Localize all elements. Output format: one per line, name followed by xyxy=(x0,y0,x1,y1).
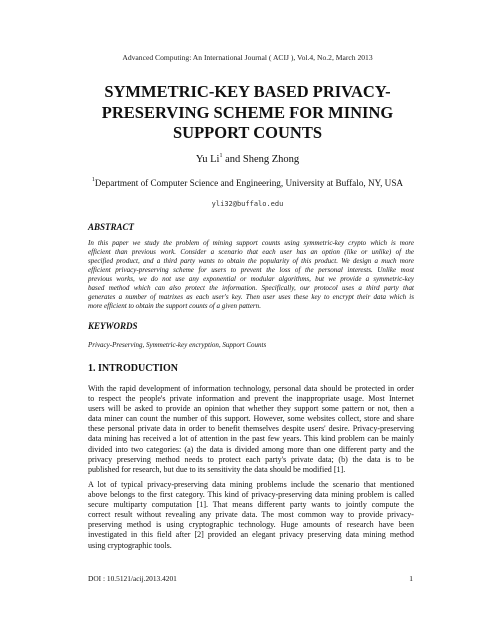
author-line xyxy=(0,154,495,165)
paper-title xyxy=(60,82,435,144)
abstract-text xyxy=(88,239,414,311)
paragraph-line: to respect the people's private information and prevent the inappropriate usage. Most Internet xyxy=(88,394,414,404)
paragraph-line: divided into two categories: (a) the data is divided among more than one different party and the xyxy=(88,444,414,454)
paragraph-line: preserving method is using cryptographic technology. Huge amounts of research have been xyxy=(88,520,414,530)
author-email: yli32@buffalo.edu xyxy=(211,200,284,208)
paragraph-line: A lot of typical privacy-preserving data mining problems include the scenario that mentioned xyxy=(88,480,414,489)
keywords-heading: KEYWORDS xyxy=(88,321,138,331)
paragraph-line: these personal private data in order to benefit themselves despite users' desire. Privacy-preserving xyxy=(88,424,414,434)
affiliation xyxy=(0,178,495,188)
paragraph-line: data miner can count the number of this support. However, some websites collect, store and share xyxy=(88,414,414,424)
paragraph-line: privacy preserving method needs to protect each party's private data; (b) the data is to be xyxy=(88,454,414,464)
title-line: SUPPORT COUNTS xyxy=(172,123,322,142)
abstract-line: previous works, we do not use any exponential or modular algorithms, but we provide a symmetric-key xyxy=(88,275,414,284)
paragraph-line: above belongs to the first category. This kind of privacy-preserving data mining problem is called xyxy=(88,490,414,500)
abstract-heading: ABSTRACT xyxy=(88,222,135,232)
author-rest: and Sheng Zhong xyxy=(222,154,300,165)
paragraph-line: investigated in this field after [2] provided an elegant privacy preserving data mining method xyxy=(88,530,414,540)
keywords-text: Privacy-Preserving, Symmetric-key encryption, Support Counts xyxy=(88,341,267,349)
paragraph-line: With the rapid development of information technology, personal data should be protected in order xyxy=(88,384,414,393)
affiliation-sup: 1 xyxy=(91,177,95,183)
paragraph-line: published for research, but due to its sensitivity the data should be modified [1]. xyxy=(88,464,346,474)
abstract-line: generates a number of matrixes as each user's key. Then user uses these key to encrypt their data which is xyxy=(88,293,414,302)
abstract-line: more efficient to obtain the support counts of a given pattern. xyxy=(88,302,261,311)
abstract-line: In this paper we study the problem of mining support counts using symmetric-key crypto which is more xyxy=(88,239,414,247)
section-heading-introduction: 1. INTRODUCTION xyxy=(88,363,179,374)
paragraph-line: secure multiparty computation [1]. That means different party wants to jointly compute the xyxy=(88,500,414,510)
journal-header: Advanced Computing: An International Journal ( ACIJ ), Vol.4, No.2, March 2013 xyxy=(122,53,373,62)
title-line: PRESERVING SCHEME FOR MINING xyxy=(101,102,394,122)
title-line: SYMMETRIC-KEY BASED PRIVACY- xyxy=(104,82,391,101)
author-first: Yu Li xyxy=(195,154,220,165)
abstract-line: efficient than previous work. Consider a scenario that each user has an option (like or unlike) of the xyxy=(88,248,414,257)
footer-doi: DOI : 10.5121/acij.2013.4201 xyxy=(88,574,177,583)
paragraph-line: users will be asked to provide an opinion that whether they support some pattern or not, then a xyxy=(88,404,414,414)
abstract-line: specified product, and a third party wants to obtain the popularity of this product. We design a much more xyxy=(88,257,414,266)
paragraph-line: correct result without revealing any private data. The most common way to provide privacy- xyxy=(88,510,414,520)
abstract-line: efficient privacy-preserving scheme for users to prevent the loss of the personal interests. Unlike most xyxy=(88,266,414,275)
affiliation-text: Department of Computer Science and Engineering, University at Buffalo, NY, USA xyxy=(94,178,404,188)
author-first-sup: 1 xyxy=(219,153,223,159)
page-number: 1 xyxy=(409,574,413,583)
paragraph-line: data mining has received a lot of attention in the past few years. This kind problem can be mainly xyxy=(88,434,414,444)
intro-paragraph-1 xyxy=(88,384,414,475)
paragraph-line: using cryptographic tools. xyxy=(88,540,172,550)
intro-paragraph-2 xyxy=(88,480,414,551)
abstract-line: based method which can also protect the information. Specifically, our protocol uses a third party that xyxy=(88,284,414,293)
